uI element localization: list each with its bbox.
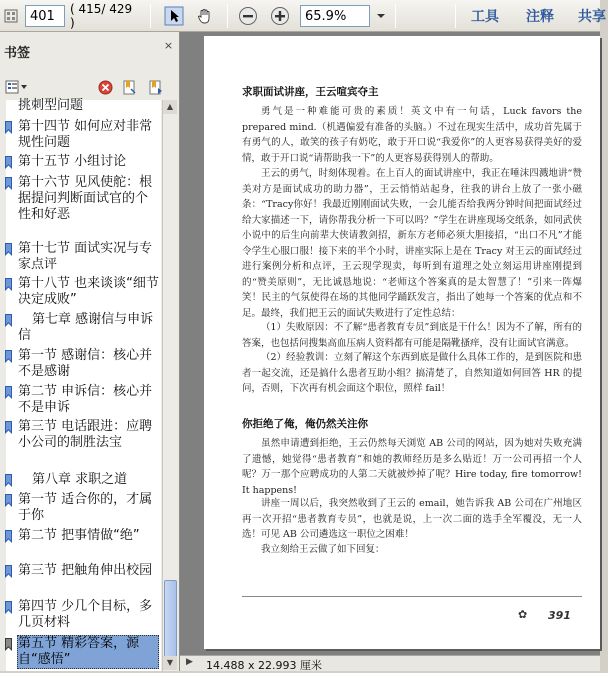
bookmark-icon [4, 474, 13, 487]
bookmarks-panel [0, 32, 180, 671]
new-bookmark-button[interactable] [120, 78, 138, 96]
bookmark-item[interactable] [18, 419, 160, 451]
options-menu-button[interactable] [4, 78, 30, 96]
scroll-down-arrow[interactable]: ▼ [163, 656, 177, 670]
bookmark-item[interactable] [18, 563, 160, 579]
bookmark-item-selected[interactable] [17, 635, 159, 669]
delete-bookmark-button[interactable] [96, 78, 114, 96]
bookmark-icon [4, 530, 13, 543]
bookmark-label: 第五节 精彩答案，源自“感悟” [18, 636, 140, 667]
bookmark-item[interactable] [18, 119, 160, 151]
paragraph: 勇气是一种难能可贵的素质！英文中有一句话，Luck favors the prepared mind.（机遇偏爱有准备的头脑。）不过在现实生活中，成功首先属于有勇气的人，敢笑的孩子有奶吃，敢于开口说“我爱你”的人更容易获得美好的爱情，敢于开口说“请帮助我一下”的人更容易获得别人的帮助。 [242, 106, 582, 164]
bookmark-item[interactable] [18, 241, 160, 273]
bookmark-icon [4, 350, 13, 363]
bookmark-label: 第四节 少几个目标，多几页材料 [18, 599, 153, 630]
bookmark-label: 第八章 求职之道 [32, 472, 128, 487]
tools-menu[interactable]: 工具 [471, 9, 499, 25]
paragraph: 王云的勇气，时刻体现着。在上百人的面试讲座中，我正在唾沫四溅地讲“赞美对方是面试成功的助力器”，王云悄悄站起身，往我的讲台上放了一张小磁条：“Tracy你好！我最近刚刚面试失败，一会儿能否给我两分钟时间把面试经过给大家描述一下，请你帮我分析一下可以吗？”学生在讲座现场交纸条，如同武侠小说中的后生向前辈大侠请教剑招，新东方老师必须大胆接招，“出口不凡”才能令学生心服口服！接下来的半个小时，讲座实际上是在 Tracy 对王云的面试经过进行案例分析和点评，王云现学现卖，每听到有道理之处立刻运用讲座刚提到的“赞美原则”，无比诚恳地说：“老师这个答案真的是太智慧了！”引来一阵爆笑！民主的气氛使得在场的其他同学踊跃发言，指出了她每一个答案的优点和不足。最终，我们把王云的面试失败进行了定性总结： [242, 168, 582, 319]
paragraph: （1）失败原因：不了解“患者教育专员”到底是干什么！因为不了解，所有的答案，也包括问搜集高血压病人资料都有可能是隔靴搔痒，没有让面试官满意。 [242, 322, 582, 349]
bookmark-label: 第七章 感谢信与申诉信 [18, 312, 154, 343]
page-count: ( 415/ 429 ) [70, 2, 133, 30]
bookmark-chapter[interactable] [18, 312, 160, 344]
bookmark-label: 第十七节 面试实况与专家点评 [18, 241, 153, 272]
bookmark-label: 第三节 电话跟进：应聘小公司的制胜法宝 [18, 419, 153, 450]
publisher-logo: ✿ [518, 608, 528, 621]
zoom-in-button[interactable] [268, 5, 292, 27]
bookmark-icon [4, 386, 13, 399]
annotate-menu[interactable]: 注释 [526, 9, 554, 25]
select-tool-button[interactable] [162, 5, 186, 27]
bookmark-icon [4, 601, 13, 614]
bookmark-label: 第十五节 小组讨论 [18, 154, 127, 169]
bookmark-icon [4, 421, 13, 434]
list-options-icon [5, 80, 29, 94]
page-number-input[interactable]: 401 [25, 5, 65, 27]
page-size-arrow-icon[interactable]: ▶ [186, 657, 193, 667]
bookmark-label: 第二节 申诉信：核心并不是申诉 [18, 384, 153, 415]
bookmark-icon [4, 156, 13, 169]
zoom-out-button[interactable] [236, 5, 260, 27]
scroll-thumb[interactable] [164, 580, 177, 658]
bookmark-item[interactable] [18, 384, 160, 416]
bookmark-icon [4, 314, 13, 327]
bookmark-label: 挑刺型问题 [18, 98, 84, 113]
plus-circle-icon [270, 6, 290, 26]
share-menu[interactable]: 共享 [578, 9, 606, 25]
bookmark-item[interactable] [18, 175, 160, 223]
bookmark-item[interactable] [18, 599, 160, 631]
bookmark-icon [4, 177, 13, 190]
bookmark-icon [4, 243, 13, 256]
bookmark-label: 第一节 适合你的，才属于你 [18, 492, 153, 523]
expand-bookmark-button[interactable] [146, 78, 164, 96]
paragraph: 我立刻给王云做了如下回复： [261, 544, 385, 555]
page-size-text: 14.488 x 22.993 厘米 [206, 659, 322, 672]
bookmark-scrollbar[interactable] [162, 100, 177, 671]
footer-rule [242, 596, 582, 597]
bookmark-item[interactable] [18, 528, 160, 544]
status-bar [180, 655, 600, 671]
bookmark-item[interactable] [18, 154, 160, 170]
toolbar [0, 0, 606, 32]
bookmark-label: 第十八节 也来谈谈“细节决定成败” [18, 276, 159, 307]
close-panel-button[interactable]: × [163, 39, 174, 52]
bookmark-label: 第十六节 见风使舵：根据提问判断面试官的个性和好恶 [18, 175, 153, 222]
hand-icon [196, 7, 214, 25]
separator [455, 4, 456, 28]
bookmark-item[interactable] [18, 348, 160, 380]
bookmark-icon [4, 494, 13, 507]
paragraph: 虽然申请遭到拒绝，王云仍然每天浏览 AB 公司的网站，因为她对失败充满了遗憾，她觉得“患者教育”和她的教师经历是多么贴近！万一公司再招一个人呢？万一那个应聘成功的人第二天就被炒掉了呢？Hire today, fire tomorrow! It happens! [242, 438, 582, 496]
page-number: 391 [548, 609, 571, 622]
pdf-page [204, 36, 600, 649]
panel-title: 书签 [4, 46, 31, 61]
section-heading: 你拒绝了俺，俺仍然关注你 [242, 418, 368, 430]
bookmark-list [6, 100, 161, 671]
bookmark-icon [4, 121, 13, 134]
paragraph: （2）经验教训：立刻了解这个东西到底是做什么具体工作的，是到医院和患者一起交流，还是搞什么患者互助小组？搞清楚了，自然知道如何回答 HR 的提问，否则，下次再有机会面这个职位，照样 fail！ [242, 352, 582, 394]
bookmark-icon [4, 278, 13, 291]
panel-toolbar [0, 76, 180, 98]
bookmark-expand-icon [148, 80, 163, 95]
cursor-arrow-icon [164, 6, 184, 26]
nav-menu-icon[interactable] [2, 5, 20, 27]
chevron-down-icon [376, 12, 386, 20]
hand-tool-button[interactable] [193, 5, 217, 27]
bookmark-icon [4, 565, 13, 578]
grid-icon [4, 9, 18, 23]
bookmark-label: 第三节 把触角伸出校园 [18, 563, 153, 578]
zoom-input[interactable]: 65.9% [300, 5, 370, 27]
bookmark-item[interactable] [18, 98, 160, 114]
bookmark-label: 第二节 把事情做“绝” [18, 528, 140, 543]
scroll-up-arrow[interactable]: ▲ [163, 100, 177, 114]
paragraph: 讲座一周以后，我突然收到了王云的 email，她告诉我 AB 公司在广州地区再一次开招“患者教育专员”，也就是说，上一次二面的选手全军覆没，无一人选！可见 AB 公司遴选这一职位之困难！ [242, 498, 582, 540]
bookmark-label: 第一节 感谢信：核心并不是感谢 [18, 348, 153, 379]
bookmark-item[interactable] [18, 276, 160, 308]
new-bookmark-icon [122, 80, 137, 95]
bookmark-icon [4, 638, 13, 651]
bookmark-chapter[interactable] [18, 472, 160, 488]
separator [150, 4, 151, 28]
section-heading: 求职面试讲座，王云喧宾夺主 [242, 86, 379, 98]
bookmark-label: 第十四节 如何应对非常规性问题 [18, 119, 153, 150]
separator [227, 4, 228, 28]
minus-circle-icon [238, 6, 258, 26]
bookmark-item[interactable] [18, 492, 160, 524]
zoom-dropdown[interactable] [372, 5, 390, 27]
delete-icon [98, 80, 113, 95]
separator [395, 4, 396, 28]
